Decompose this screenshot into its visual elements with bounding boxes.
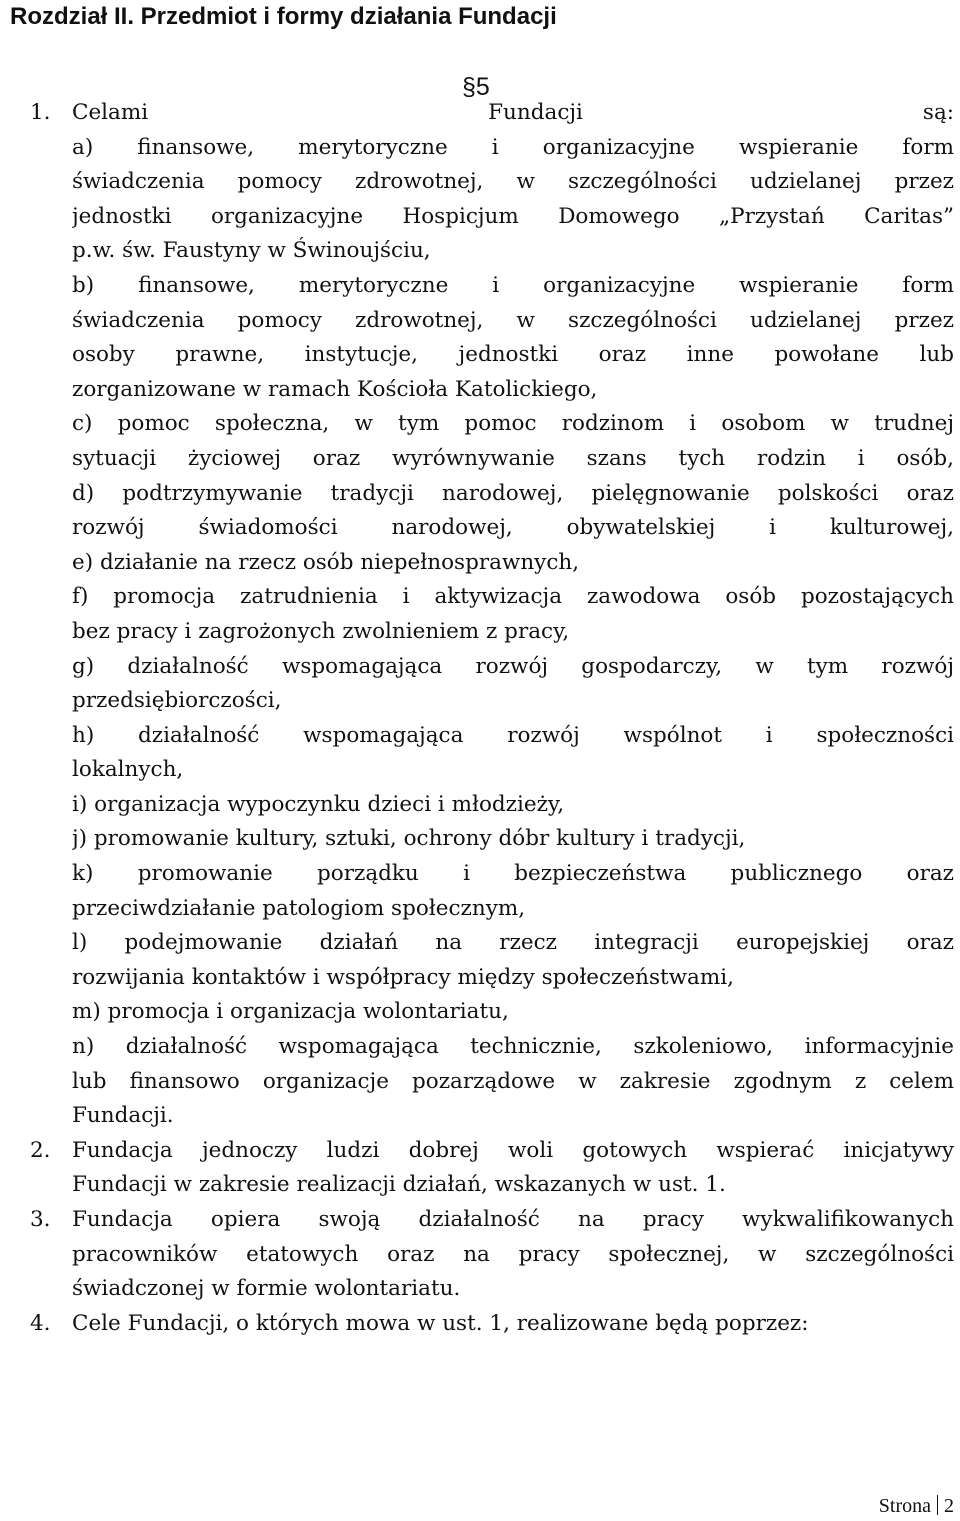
point-3 xyxy=(0,1203,960,1307)
text-line: rozwijania kontaktów i współpracy między społeczeństwami, xyxy=(72,964,734,990)
text-line: p.w. św. Faustyny w Świnoujściu, xyxy=(72,238,431,264)
page-footer xyxy=(879,1494,954,1518)
text-line: przeciwdziałanie patologiom społecznym, xyxy=(72,895,526,921)
text-line: lokalnych, xyxy=(72,757,184,783)
point-number: 2. xyxy=(30,1137,51,1163)
text-line: Cele Fundacji, o których mowa w ust. 1, realizowane będą poprzez: xyxy=(72,1310,809,1336)
text-line: świadczenia pomocy zdrowotnej, w szczególności udzielanej przez xyxy=(72,307,954,333)
point-4 xyxy=(0,1307,960,1342)
section-body xyxy=(0,96,960,1341)
text-line: jednostki organizacyjne Hospicjum Domowego „Przystań Caritas” xyxy=(72,203,954,229)
text-line: Fundacji. xyxy=(72,1103,174,1129)
text-line: i) organizacja wypoczynku dzieci i młodzieży, xyxy=(72,791,565,817)
text-line: c) pomoc społeczna, w tym pomoc rodzinom i osobom w trudnej xyxy=(72,411,954,437)
point-number: 4. xyxy=(30,1310,51,1336)
text-line: osoby prawne, instytucje, jednostki oraz inne powołane lub xyxy=(72,342,954,368)
text-line: Celami Fundacji są: xyxy=(72,100,954,125)
footer-divider xyxy=(937,1495,938,1515)
text-line: h) działalność wspomagająca rozwój wspólnot i społeczności xyxy=(72,722,954,748)
text-line: lub finansowo organizacje pozarządowe w zakresie zgodnym z celem xyxy=(72,1068,954,1094)
page-number: 2 xyxy=(944,1495,954,1517)
text-line: sytuacji życiowej oraz wyrównywanie szans tych rodzin i osób, xyxy=(72,445,954,471)
text-line: Fundacji w zakresie realizacji działań, wskazanych w ust. 1. xyxy=(72,1172,726,1198)
text-line: rozwój świadomości narodowej, obywatelskiej i kulturowej, xyxy=(72,515,954,541)
text-line: n) działalność wspomagająca technicznie, szkoleniowo, informacyjnie xyxy=(72,1034,954,1060)
text-line: przedsiębiorczości, xyxy=(72,688,282,714)
text-line: e) działanie na rzecz osób niepełnosprawnych, xyxy=(72,549,580,575)
text-line: Fundacja jednoczy ludzi dobrej woli gotowych wspierać inicjatywy xyxy=(72,1137,954,1163)
text-line: k) promowanie porządku i bezpieczeństwa publicznego oraz xyxy=(72,861,954,887)
text-line: pracowników etatowych oraz na pracy społecznej, w szczególności xyxy=(72,1241,954,1267)
text-line: świadczonej w formie wolontariatu. xyxy=(72,1276,461,1302)
text-line: świadczenia pomocy zdrowotnej, w szczególności udzielanej przez xyxy=(72,169,954,195)
text-line: d) podtrzymywanie tradycji narodowej, pielęgnowanie polskości oraz xyxy=(72,480,954,506)
chapter-heading: Rozdział II. Przedmiot i formy działania Fundacji xyxy=(10,3,557,30)
text-line: Fundacja opiera swoją działalność na pracy wykwalifikowanych xyxy=(72,1207,954,1232)
point-number: 1. xyxy=(30,100,51,125)
text-line: zorganizowane w ramach Kościoła Katolickiego, xyxy=(72,376,598,402)
text-line: a) finansowe, merytoryczne i organizacyjne wspieranie form xyxy=(72,134,954,160)
text-line: j) promowanie kultury, sztuki, ochrony dóbr kultury i tradycji, xyxy=(72,826,746,852)
text-line: g) działalność wspomagająca rozwój gospodarczy, w tym rozwój xyxy=(72,653,954,679)
point-2 xyxy=(0,1134,960,1203)
text-line: b) finansowe, merytoryczne i organizacyjne wspieranie form xyxy=(72,272,954,298)
point-1 xyxy=(0,96,960,1134)
text-line: f) promocja zatrudnienia i aktywizacja zawodowa osób pozostających xyxy=(72,584,954,610)
section-number: §5 xyxy=(462,73,490,101)
text-line: l) podejmowanie działań na rzecz integracji europejskiej oraz xyxy=(72,930,954,956)
text-line: m) promocja i organizacja wolontariatu, xyxy=(72,999,509,1025)
point-number: 3. xyxy=(30,1207,51,1232)
text-line: bez pracy i zagrożonych zwolnieniem z pracy, xyxy=(72,618,570,644)
page-label: Strona xyxy=(878,1495,931,1517)
